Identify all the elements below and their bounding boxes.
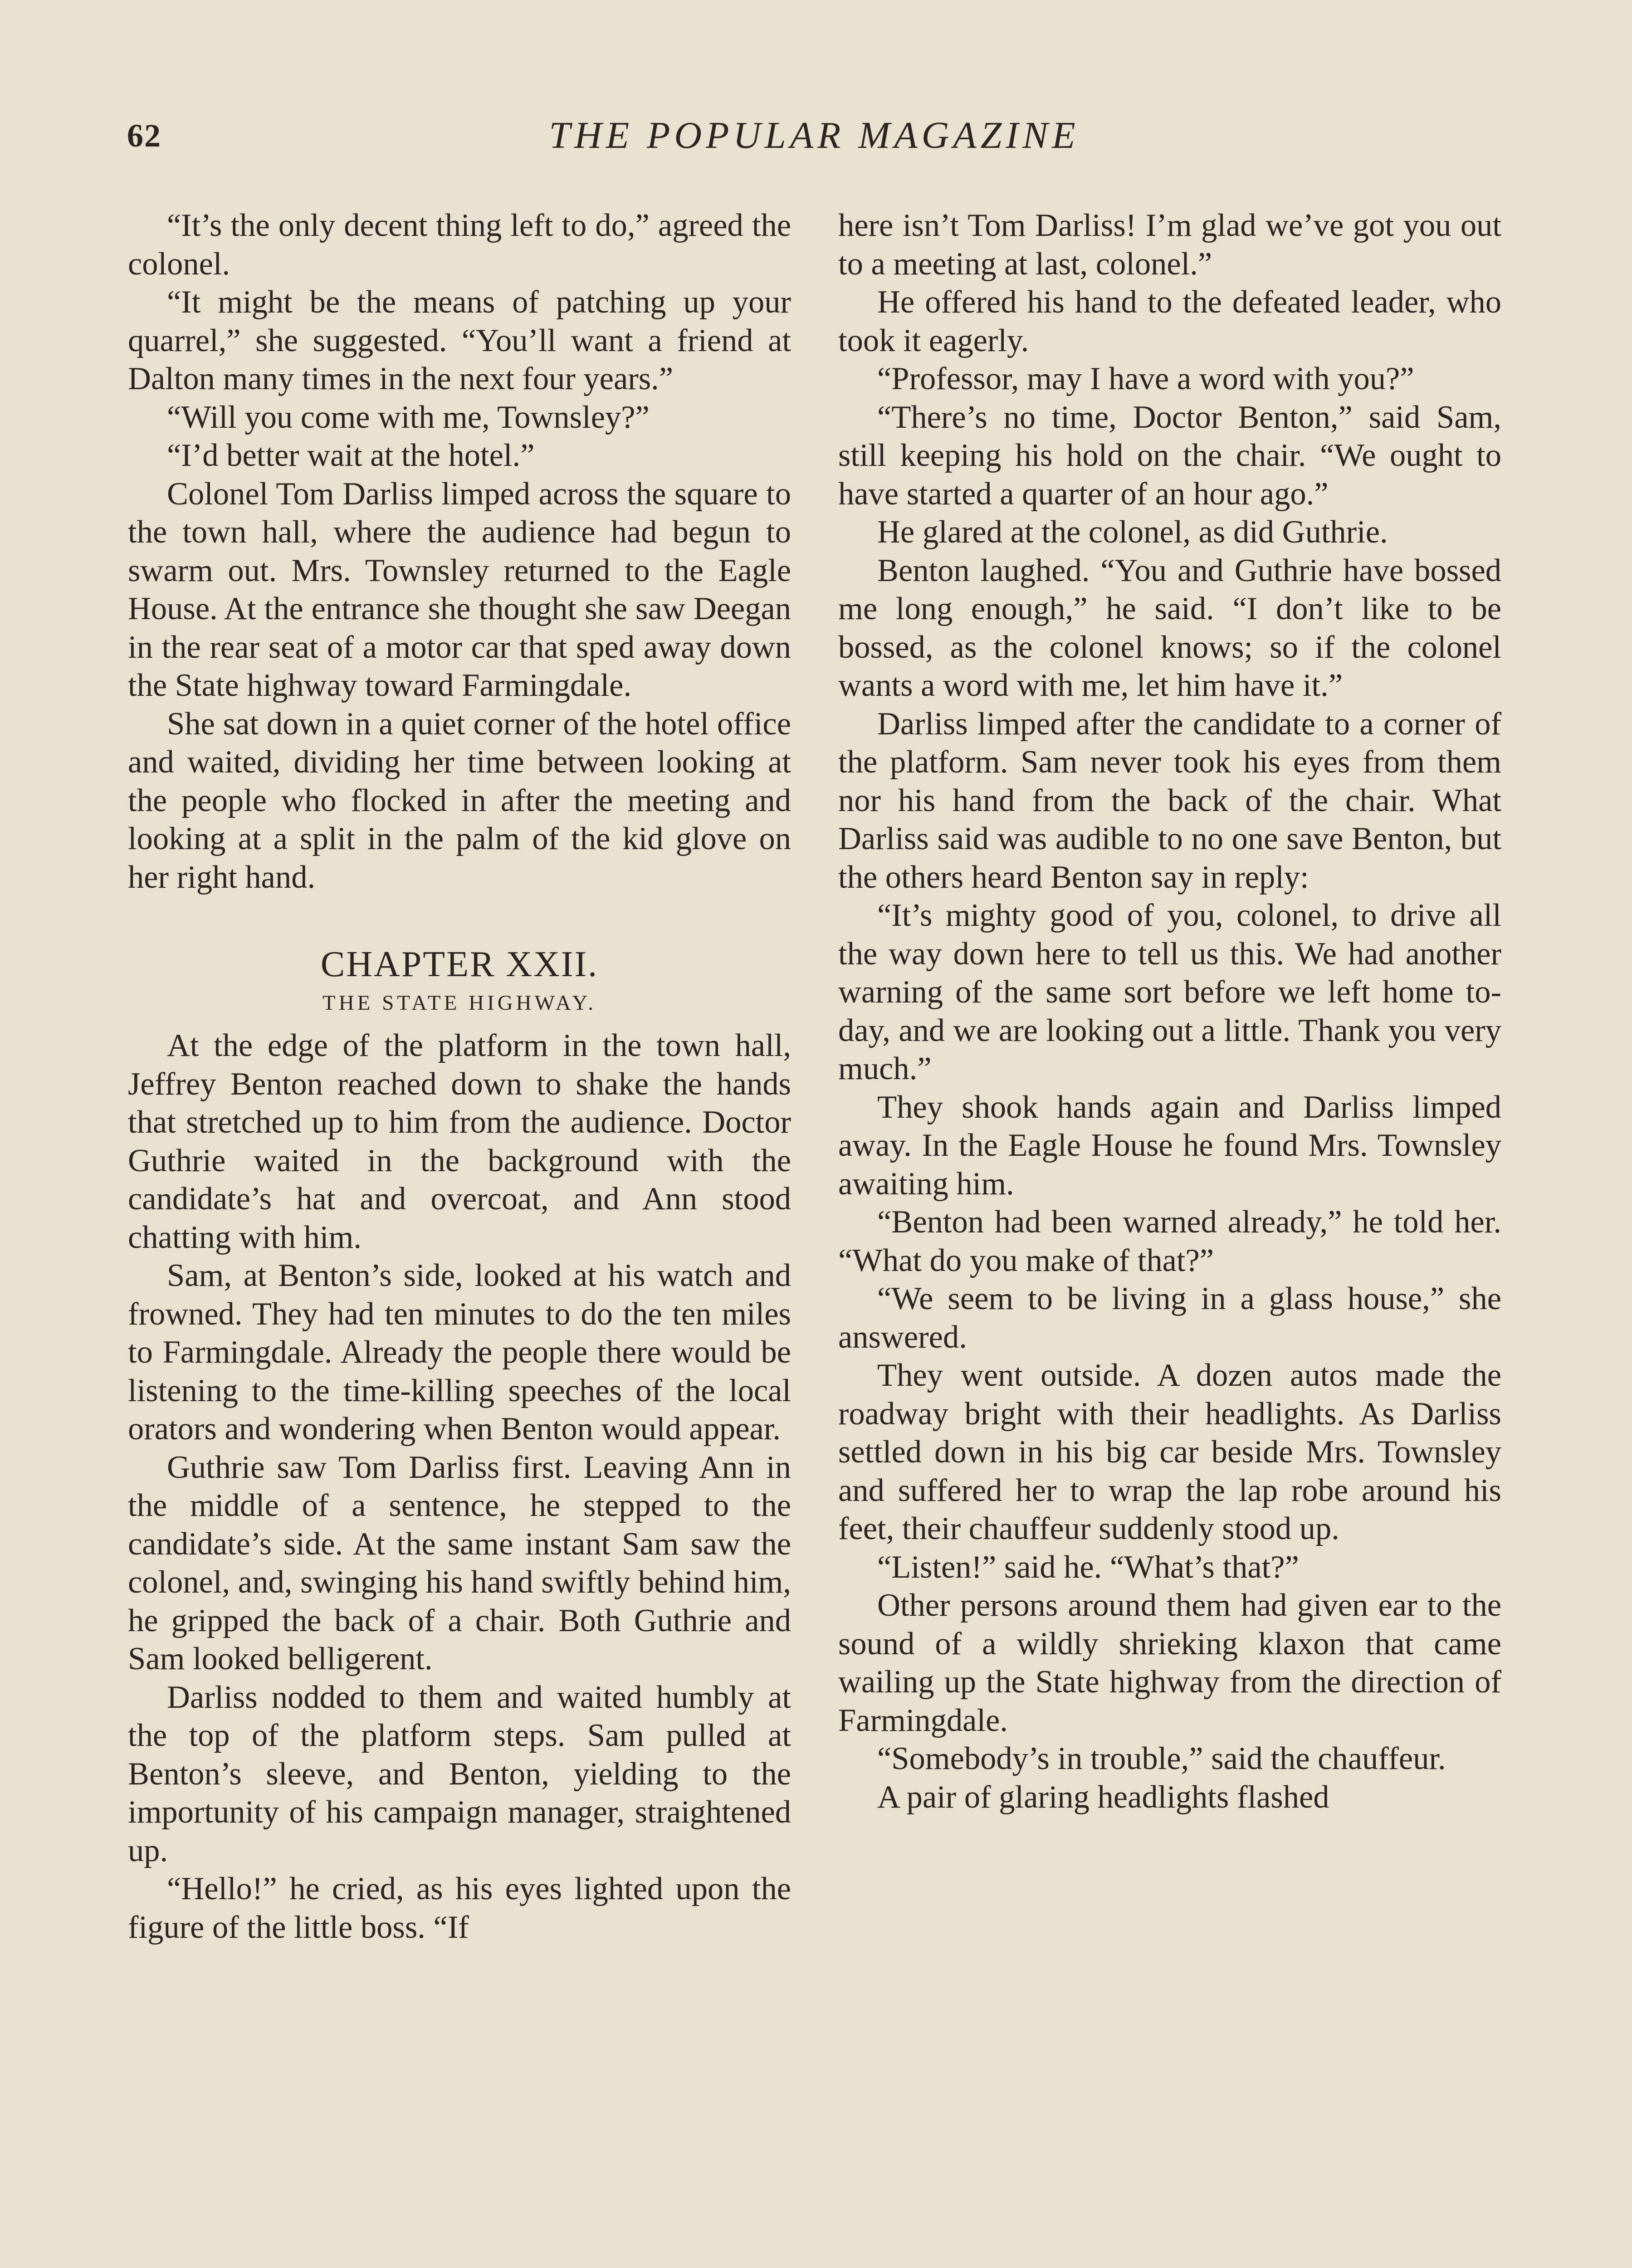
paragraph: “It’s mighty good of you, colonel, to drive all the way down here to tell us this. We had another warning of the same sort before we left home to-day, and we are looking out a little. Thank you very much.”: [838, 898, 1501, 1086]
paragraph: “There’s no time, Doctor Benton,” said Sam, still keeping his hold on the chair. “We ought to have started a quarter of an hour ago.”: [838, 399, 1501, 512]
paragraph-continued: here isn’t Tom Darliss! I’m glad we’ve got you out to a meeting at last, colonel.”: [838, 208, 1501, 282]
paragraph: “Hello!” he cried, as his eyes lighted upon the figure of the little boss. “If: [128, 1871, 791, 1945]
paragraph: “It’s the only decent thing left to do,” agreed the colonel.: [128, 208, 791, 282]
paragraph: “Somebody’s in trouble,” said the chauffeur.: [877, 1741, 1446, 1776]
right-column: [838, 206, 1501, 1816]
paragraph: Colonel Tom Darliss limped across the square to the town hall, where the audience had begun to swarm out. Mrs. Townsley returned to the Eagle House. At the entrance she thought she saw Deegan in the rear seat of a motor car that sped away down the State highway toward Farmingdale.: [128, 476, 791, 703]
paragraph: They went outside. A dozen autos made the roadway bright with their headlights. As Darliss settled down in his big car beside Mrs. Townsley and suffered her to wrap the lap robe around his feet, their chauffeur suddenly stood up.: [838, 1358, 1501, 1546]
paragraph: He glared at the colonel, as did Guthrie.: [877, 514, 1388, 550]
page-header: [127, 113, 1501, 163]
paragraph: Sam, at Benton’s side, looked at his watch and frowned. They had ten minutes to do the ten miles to Farmingdale. Already the people there would be listening to the time-killing speeches of the local orators and wondering when Benton would appear.: [128, 1258, 791, 1447]
paragraph: “I’d better wait at the hotel.”: [167, 438, 535, 473]
paragraph: Benton laughed. “You and Guthrie have bossed me long enough,” he said. “I don’t like to be bossed, as the colonel knows; so if the colonel wants a word with me, let him have it.”: [838, 552, 1501, 703]
paragraph: A pair of glaring headlights flashed: [877, 1779, 1329, 1815]
paragraph: Darliss nodded to them and waited humbly at the top of the platform steps. Sam pulled at Benton’s sleeve, and Benton, yielding to the importunity of his campaign manager, straightened up.: [128, 1679, 791, 1868]
paragraph: Darliss limped after the candidate to a corner of the platform. Sam never took his eyes from them nor his hand from the back of the chair. What Darliss said was audible to no one save Benton, but the others heard Benton say in reply:: [838, 706, 1501, 895]
paragraph: “Will you come with me, Townsley?”: [167, 399, 650, 435]
paragraph: Guthrie saw Tom Darliss first. Leaving Ann in the middle of a sentence, he stepped to the candidate’s side. At the same instant Sam saw the colonel, and, swinging his hand swiftly behind him, he gripped the back of a chair. Both Guthrie and Sam looked belligerent.: [128, 1449, 791, 1677]
paragraph: She sat down in a quiet corner of the hotel office and waited, dividing her time between looking at the people who flocked in after the meeting and looking at a split in the palm of the kid glove on her right hand.: [128, 706, 791, 895]
paragraph: At the edge of the platform in the town hall, Jeffrey Benton reached down to shake the hands that stretched up to him from the audience. Doctor Guthrie waited in the background with the candidate’s hat and overcoat, and Ann stood chatting with him.: [128, 1028, 791, 1255]
chapter-heading: CHAPTER XXII.: [320, 944, 599, 984]
paragraph: “Professor, may I have a word with you?”: [877, 361, 1414, 396]
paragraph: “We seem to be living in a glass house,” she answered.: [838, 1281, 1501, 1355]
paragraph: They shook hands again and Darliss limped away. In the Eagle House he found Mrs. Townsley awaiting him.: [838, 1089, 1501, 1202]
paragraph: Other persons around them had given ear to the sound of a wildly shrieking klaxon that came wailing up the State highway from the direction of Farmingdale.: [838, 1588, 1501, 1738]
paragraph: “Benton had been warned already,” he told her. “What do you make of that?”: [838, 1204, 1501, 1278]
paragraph: “It might be the means of patching up your quarrel,” she suggested. “You’ll want a friend at Dalton many times in the next four years.”: [128, 284, 791, 396]
paragraph: He offered his hand to the defeated leader, who took it eagerly.: [838, 284, 1501, 358]
page-number: 62: [127, 117, 161, 154]
magazine-title: THE POPULAR MAGAZINE: [549, 114, 1080, 156]
chapter-subtitle: THE STATE HIGHWAY.: [322, 991, 596, 1015]
left-column: [128, 206, 791, 1946]
paragraph: “Listen!” said he. “What’s that?”: [877, 1549, 1299, 1585]
